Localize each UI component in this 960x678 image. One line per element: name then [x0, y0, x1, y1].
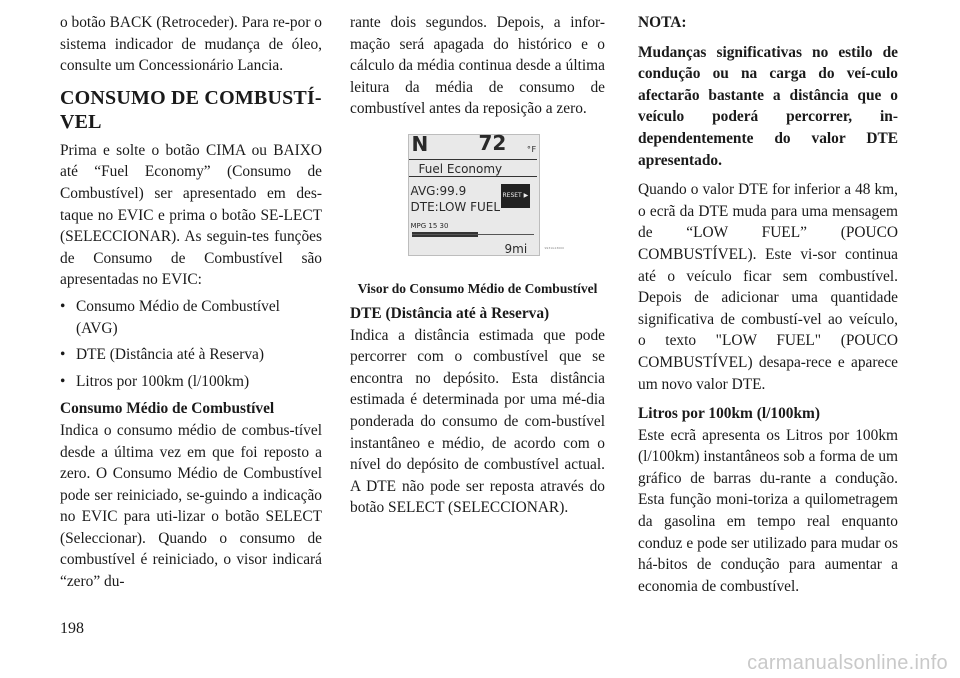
continuation-paragraph: rante dois segundos. Depois, a infor-mação será apagada do histórico e o cálculo da média continua desde a última leitura da média de consumo de combustível antes da reposição a zero.: [350, 14, 605, 118]
bullet-item: • Litros por 100km (l/100km): [60, 371, 322, 393]
subheading-avg: Consumo Médio de Combustível: [60, 400, 275, 418]
page-number: 198: [60, 620, 84, 637]
watermark-link[interactable]: carmanualsonline.info: [747, 652, 948, 674]
screen-title: Fuel Economy: [409, 159, 537, 177]
distance-readout: 9mi: [504, 241, 528, 256]
mpg-scale: MPG 15 30: [410, 221, 449, 230]
subheading-dte: DTE (Distância até à Reserva): [350, 304, 550, 322]
avg-readout: AVG:99.9: [410, 183, 467, 198]
low-fuel-paragraph: Quando o valor DTE for inferior a 48 km, o ecrã da DTE muda para uma mensagem de “LOW FUEL” (POUCO COMBUSTÍVEL). Este vi-sor continua até o veículo ficar sem combustível. Depois de adicionar uma quantidade significativa de combustí-vel ao veículo, o texto "LOW FUEL" (POUCO COMBUSTÍVEL) desapa-rece e aparece um novo valor DTE.: [638, 181, 898, 393]
note-label: NOTA:: [638, 14, 687, 31]
intro-paragraph: o botão BACK (Retroceder). Para re-por o sistema indicador de mudança de óleo, consulte um Concessionário Lancia.: [60, 14, 322, 75]
compass-heading: N: [411, 131, 429, 156]
figure-caption: Visor do Consumo Médio de Combustível: [357, 280, 598, 296]
bullet-item: • DTE (Distância até à Reserva): [60, 344, 322, 366]
column-left: [60, 12, 322, 593]
dte-readout: DTE:LOW FUEL: [410, 199, 501, 214]
subheading-l100km: Litros por 100km (l/100km): [638, 405, 820, 423]
mpg-bar-track: [412, 234, 534, 235]
section-heading: CONSUMO DE COMBUSTÍ-VEL: [60, 86, 322, 133]
reset-badge: RESET ▶: [501, 184, 531, 208]
column-right: [638, 12, 898, 597]
column-middle: [350, 12, 605, 519]
evic-display-figure: [404, 130, 565, 276]
bullet-icon: •: [60, 346, 66, 364]
bullet-icon: •: [60, 297, 66, 315]
bullet-item: • Consumo Médio de Combustível (AVG): [60, 297, 280, 337]
figure-id: 9931G13000: [544, 245, 565, 250]
bullet-icon: •: [60, 372, 66, 390]
note-text: Mudanças significativas no estilo de condução ou na carga do veí-culo afectarão bastante a distância que o veículo poderá percorrer, in-dependentemente do valor DTE apresentado.: [638, 43, 898, 169]
l100km-paragraph: Este ecrã apresenta os Litros por 100km (l/100km) instantâneos sob a forma de um gráfico de barras du-rante a condução. Esta função moni-toriza a quilometragem da gasolina em tempo real enquanto conduz e pode ser utilizado para mudar os há-bitos de condução para aumentar a economia de combustível.: [638, 426, 898, 595]
temperature-readout: 72: [478, 130, 507, 155]
evic-screen: [408, 130, 540, 256]
fuel-economy-paragraph: Prima e solte o botão CIMA ou BAIXO até “Fuel Economy” (Consumo de Combustível) ser apresentado em des-taque no EVIC e prima o botão SE-LECT (SELECCIONAR). As seguin-tes funções de Consumo de Combustível são apresentadas no EVIC:: [60, 141, 322, 289]
temperature-unit: °F: [526, 144, 537, 154]
avg-paragraph: Indica o consumo médio de combus-tível desde a última vez em que foi reposto a zero. O Consumo Médio de Combustível pode ser reiniciado, se-guindo a indicação no EVIC para uti-lizar o botão SELECT (Seleccionar). Quando o consumo de combustível é reiniciado, o visor indicará “zero” du-: [60, 421, 322, 591]
dte-paragraph: Indica a distância estimada que pode percorrer com o combustível que se encontra no depósito. Esta distância estimada é determinada por uma mé-dia ponderada do consumo de com-bustível instantâneo e médio, de acordo com o nível do depósito de combustível actual. A DTE não pode ser reposta através do botão SELECT (SELECCIONAR).: [350, 326, 605, 517]
